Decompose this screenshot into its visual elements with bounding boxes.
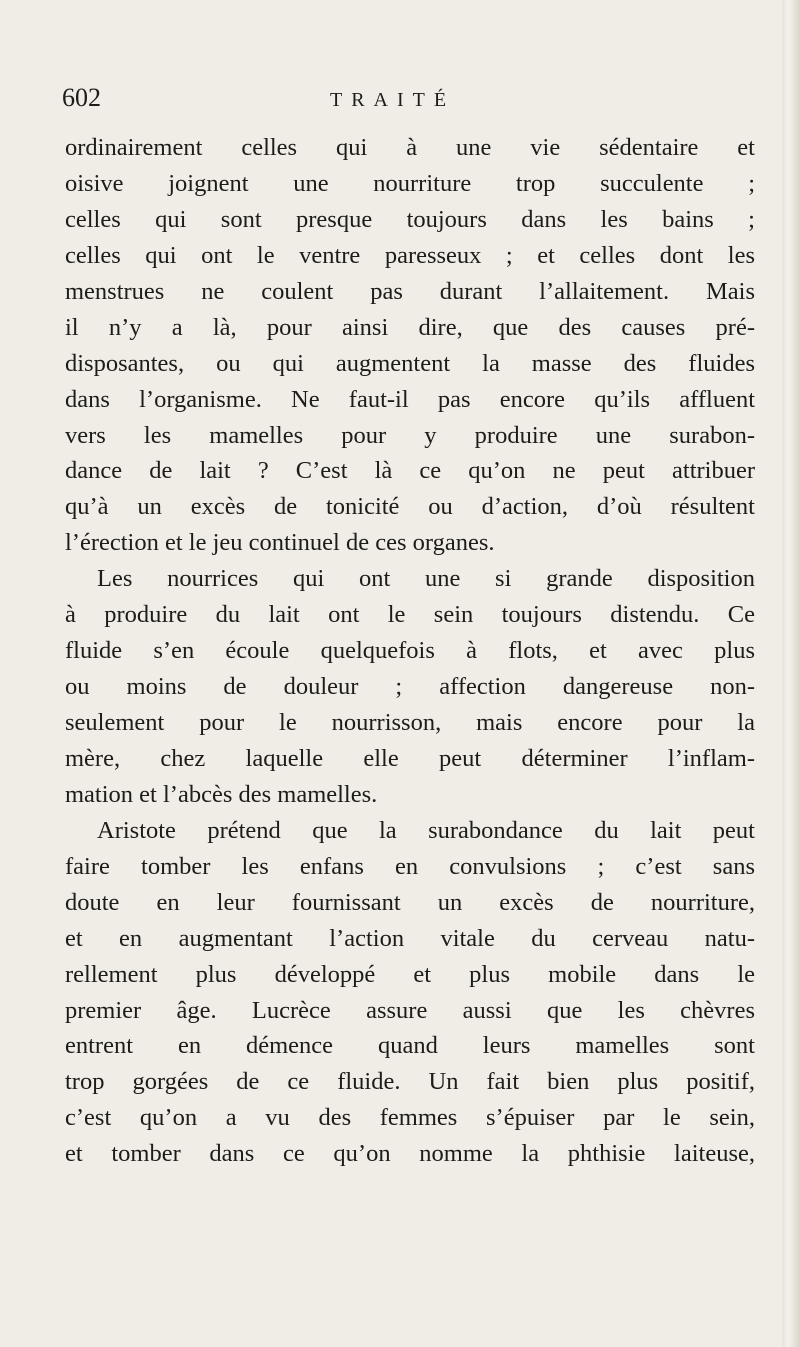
text-line: faire tomber les enfans en convulsions ; c’est sans (65, 852, 755, 880)
text-line: dans l’organisme. Ne faut-il pas encore qu’ils affluent (65, 385, 755, 413)
text-line: Les nourrices qui ont une si grande disposition (97, 565, 755, 593)
text-line: il n’y a là, pour ainsi dire, que des causes pré- (65, 313, 755, 341)
text-line: oisive joignent une nourriture trop succulente ; (65, 169, 755, 197)
text-line: l’érection et le jeu continuel de ces organes. (65, 529, 495, 557)
text-line: ou moins de douleur ; affection dangereuse non- (65, 673, 755, 701)
text-line: ordinairement celles qui à une vie sédentaire et (65, 134, 755, 161)
running-title: TRAITÉ (330, 89, 456, 111)
text-line: et tomber dans ce qu’on nomme la phthisie laiteuse, (65, 1140, 755, 1168)
text-line: doute en leur fournissant un excès de nourriture, (65, 888, 755, 916)
text-line: mation et l’abcès des mamelles. (65, 780, 378, 808)
text-line: celles qui ont le ventre paresseux ; et celles dont les (65, 241, 755, 269)
text-line: Aristote prétend que la surabondance du lait peut (97, 816, 755, 844)
text-line: et en augmentant l’action vitale du cerveau natu- (65, 924, 755, 952)
text-line: mère, chez laquelle elle peut déterminer l’inflam- (65, 744, 755, 772)
text-line: rellement plus développé et plus mobile dans le (65, 960, 755, 988)
page-header (62, 80, 752, 116)
text-line: premier âge. Lucrèce assure aussi que les chèvres (65, 996, 755, 1024)
text-line: menstrues ne coulent pas durant l’allaitement. Mais (65, 277, 755, 305)
page-edge (782, 0, 800, 1347)
text-line: celles qui sont presque toujours dans les bains ; (65, 205, 755, 233)
text-line: à produire du lait ont le sein toujours distendu. Ce (65, 601, 755, 629)
text-line: fluide s’en écoule quelquefois à flots, et avec plus (65, 637, 755, 665)
text-line: seulement pour le nourrisson, mais encore pour la (65, 709, 755, 736)
text-line: qu’à un excès de tonicité ou d’action, d’où résultent (65, 493, 755, 521)
text-line: c’est qu’on a vu des femmes s’épuiser par le sein, (65, 1104, 755, 1132)
text-line: dance de lait ? C’est là ce qu’on ne peut attribuer (65, 457, 755, 485)
page-number: 602 (62, 83, 101, 112)
text-line: disposantes, ou qui augmentent la masse des fluides (65, 349, 755, 377)
body-text (65, 130, 755, 1172)
text-line: trop gorgées de ce fluide. Un fait bien plus positif, (65, 1068, 755, 1096)
text-line: entrent en démence quand leurs mamelles sont (65, 1032, 755, 1060)
text-line: vers les mamelles pour y produire une surabon- (65, 421, 755, 449)
